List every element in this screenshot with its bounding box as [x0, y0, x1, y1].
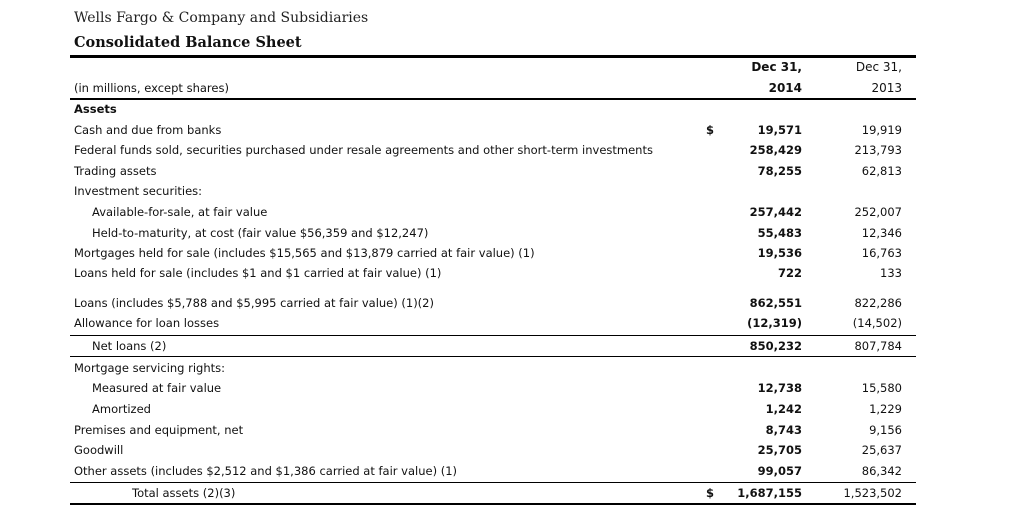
table-row — [0, 224, 1024, 244]
row-label: Available-for-sale, at fair value — [92, 205, 268, 219]
value-2013: 133 — [880, 266, 902, 280]
row-label: Total assets (2)(3) — [132, 486, 236, 500]
value-2013: 213,793 — [854, 143, 902, 157]
col-2014-header-date: Dec 31, — [751, 60, 802, 74]
value-2013: 252,007 — [854, 205, 902, 219]
table-row — [0, 121, 1024, 141]
row-label: Mortgage servicing rights: — [74, 361, 226, 375]
value-2014: (12,319) — [747, 316, 802, 330]
col-2013-header-year: 2013 — [871, 81, 902, 95]
row-label: Goodwill — [74, 443, 124, 457]
value-2013: 62,813 — [861, 164, 902, 178]
section-assets-row — [0, 100, 1024, 120]
row-label: Measured at fair value — [92, 381, 222, 395]
value-2013: 12,346 — [861, 226, 902, 240]
table-row — [0, 264, 1024, 284]
value-2014: 1,242 — [765, 402, 802, 416]
subtotal-rule — [70, 356, 916, 357]
table-row — [0, 294, 1024, 314]
value-2014: 850,232 — [749, 339, 802, 353]
dollar-sign: $ — [706, 123, 715, 137]
value-2014: 722 — [777, 266, 802, 280]
value-2014: 99,057 — [757, 464, 802, 478]
row-label: Cash and due from banks — [74, 123, 222, 137]
units-label: (in millions, except shares) — [74, 81, 229, 95]
value-2013: 25,637 — [861, 443, 902, 457]
table-row — [0, 359, 1024, 379]
value-2013: 822,286 — [854, 296, 902, 310]
value-2014: 19,536 — [757, 246, 802, 260]
double-rule-bottom — [70, 503, 916, 505]
table-row — [0, 441, 1024, 461]
row-label: Mortgages held for sale (includes $15,565 and $13,879 carried at fair value) (1) — [74, 246, 535, 260]
row-label: Trading assets — [74, 164, 157, 178]
value-2013: 807,784 — [854, 339, 902, 353]
value-2014: 19,571 — [757, 123, 802, 137]
section-assets-label: Assets — [74, 102, 117, 116]
value-2014: 257,442 — [749, 205, 802, 219]
col-2014-header-year: 2014 — [768, 81, 802, 95]
table-row — [0, 244, 1024, 264]
value-2014: 8,743 — [765, 423, 802, 437]
value-2013: 9,156 — [869, 423, 902, 437]
value-2014: 55,483 — [757, 226, 802, 240]
value-2013: 15,580 — [861, 381, 902, 395]
dollar-sign: $ — [706, 486, 715, 500]
value-2013: 1,229 — [869, 402, 902, 416]
statement-title: Consolidated Balance Sheet — [74, 34, 302, 51]
value-2013: (14,502) — [852, 316, 902, 330]
table-row — [0, 379, 1024, 399]
table-row-total — [0, 484, 1024, 504]
table-row — [0, 421, 1024, 441]
value-2013: 19,919 — [861, 123, 902, 137]
value-2014: 12,738 — [757, 381, 802, 395]
subtotal-rule — [70, 335, 916, 336]
row-label: Held-to-maturity, at cost (fair value $56,359 and $12,247) — [92, 226, 429, 240]
top-rule — [70, 55, 916, 58]
row-label: Allowance for loan losses — [74, 316, 220, 330]
value-2014: 78,255 — [757, 164, 802, 178]
value-2013: 16,763 — [861, 246, 902, 260]
value-2013: 1,523,502 — [843, 486, 902, 500]
row-label: Net loans (2) — [92, 339, 167, 353]
table-row — [0, 337, 1024, 357]
table-row — [0, 203, 1024, 223]
table-row — [0, 162, 1024, 182]
row-label: Loans (includes $5,788 and $5,995 carried at fair value) (1)(2) — [74, 296, 434, 310]
value-2014: 1,687,155 — [737, 486, 802, 500]
row-label: Investment securities: — [74, 184, 203, 198]
table-row — [0, 182, 1024, 202]
value-2014: 25,705 — [757, 443, 802, 457]
row-label: Federal funds sold, securities purchased under resale agreements and other short-term investments — [74, 143, 653, 157]
row-label: Amortized — [92, 402, 151, 416]
row-label: Loans held for sale (includes $1 and $1 carried at fair value) (1) — [74, 266, 442, 280]
table-row — [0, 314, 1024, 334]
value-2014: 258,429 — [749, 143, 802, 157]
row-label: Other assets (includes $2,512 and $1,386 carried at fair value) (1) — [74, 464, 458, 478]
row-label: Premises and equipment, net — [74, 423, 244, 437]
value-2013: 86,342 — [861, 464, 902, 478]
units-row — [0, 79, 1024, 99]
table-row — [0, 462, 1024, 482]
col-2013-header-date: Dec 31, — [855, 60, 902, 74]
total-rule — [70, 482, 916, 483]
table-row — [0, 141, 1024, 161]
company-name: Wells Fargo & Company and Subsidiaries — [74, 10, 369, 26]
table-row — [0, 400, 1024, 420]
value-2014: 862,551 — [749, 296, 802, 310]
